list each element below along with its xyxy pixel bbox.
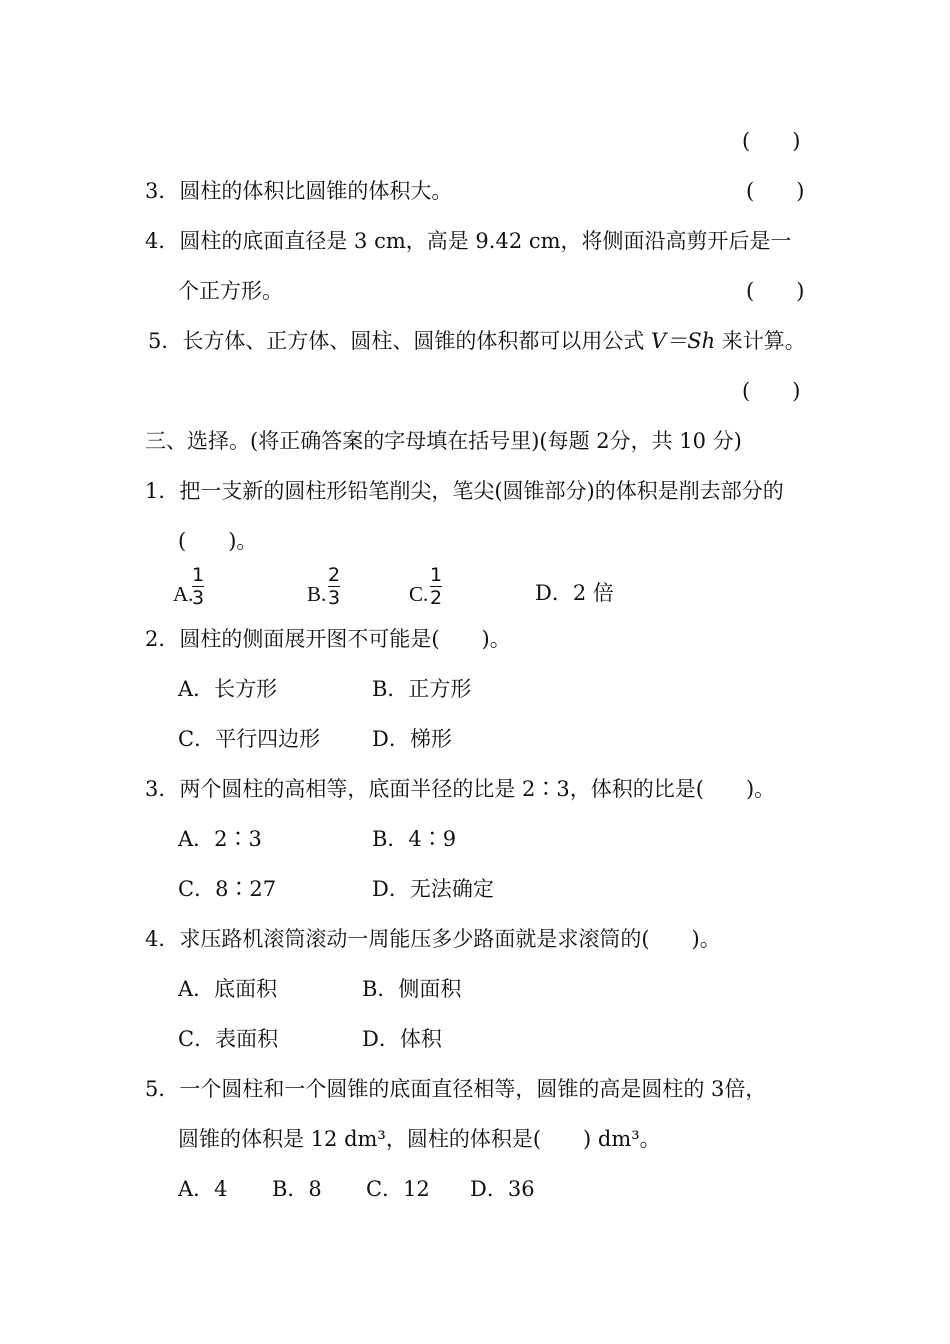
q2-option-d[interactable]: D．梯形 — [372, 727, 452, 751]
judge-q4-line1: 4．圆柱的底面直径是 3 cm，高是 9.42 cm，将侧面沿高剪开后是一 — [145, 229, 792, 253]
fraction-numerator: 1 — [192, 564, 205, 586]
fraction-one-third — [192, 565, 204, 608]
q5-option-d[interactable]: D．36 — [470, 1177, 535, 1201]
answer-paren-q5[interactable]: ( ) — [742, 379, 801, 403]
choice-q2: 2．圆柱的侧面展开图不可能是( )。 — [145, 627, 511, 651]
q2-option-c[interactable]: C．平行四边形 — [178, 727, 321, 751]
q3-option-a[interactable]: A．2∶3 — [178, 827, 262, 851]
judge-q5-pre: 5．长方体、正方体、圆柱、圆锥的体积都可以用公式 — [148, 329, 652, 353]
choice-q4: 4．求压路机滚筒滚动一周能压多少路面就是求滚筒的( )。 — [145, 927, 721, 951]
judge-q5 — [148, 328, 806, 354]
answer-paren-q3[interactable]: ( ) — [746, 179, 805, 203]
option-d[interactable]: D．2 倍 — [535, 581, 614, 605]
fraction-two-thirds — [328, 565, 340, 608]
judge-q4-line2: 个正方形。 — [178, 279, 283, 303]
fraction-denominator: 3 — [328, 587, 341, 609]
q4-option-c[interactable]: C．表面积 — [178, 1027, 279, 1051]
judge-q5-post: 来计算。 — [715, 329, 806, 353]
q4-option-b[interactable]: B．侧面积 — [362, 977, 462, 1001]
q3-option-b[interactable]: B．4∶9 — [372, 827, 457, 851]
option-c-label[interactable]: C. — [409, 582, 429, 606]
choice-q1-line2[interactable]: ( )。 — [178, 529, 258, 553]
choice-q5-line2: 圆锥的体积是 12 dm³，圆柱的体积是( ) dm³。 — [178, 1127, 661, 1151]
q2-option-b[interactable]: B．正方形 — [372, 677, 472, 701]
judge-q3: 3．圆柱的体积比圆锥的体积大。 — [145, 179, 453, 203]
fraction-numerator: 1 — [430, 564, 443, 586]
q2-option-a[interactable]: A．长方形 — [178, 677, 278, 701]
q3-option-c[interactable]: C．8∶27 — [178, 877, 277, 901]
fraction-denominator: 3 — [192, 587, 205, 609]
volume-formula: V＝Sh — [651, 329, 716, 353]
option-b-label[interactable]: B. — [307, 582, 327, 606]
q5-option-a[interactable]: A．4 — [178, 1177, 228, 1201]
q3-option-d[interactable]: D．无法确定 — [372, 877, 494, 901]
section-heading: 三、选择。(将正确答案的字母填在括号里)(每题 2分，共 10 分) — [145, 429, 742, 453]
q5-option-b[interactable]: B．8 — [272, 1177, 322, 1201]
answer-paren-q2[interactable]: ( ) — [742, 129, 801, 153]
answer-paren-q4[interactable]: ( ) — [746, 279, 805, 303]
choice-q3: 3．两个圆柱的高相等，底面半径的比是 2∶3，体积的比是( )。 — [145, 777, 776, 801]
q4-option-d[interactable]: D．体积 — [362, 1027, 442, 1051]
q5-option-c[interactable]: C．12 — [366, 1177, 430, 1201]
fraction-denominator: 2 — [430, 587, 443, 609]
choice-q1-line1: 1．把一支新的圆柱形铅笔削尖，笔尖(圆锥部分)的体积是削去部分的 — [145, 479, 784, 503]
fraction-one-half — [430, 565, 442, 608]
option-a-label[interactable]: A. — [173, 582, 194, 606]
fraction-numerator: 2 — [328, 564, 341, 586]
choice-q5-line1: 5．一个圆柱和一个圆锥的底面直径相等，圆锥的高是圆柱的 3倍， — [145, 1077, 767, 1101]
q4-option-a[interactable]: A．底面积 — [178, 977, 278, 1001]
